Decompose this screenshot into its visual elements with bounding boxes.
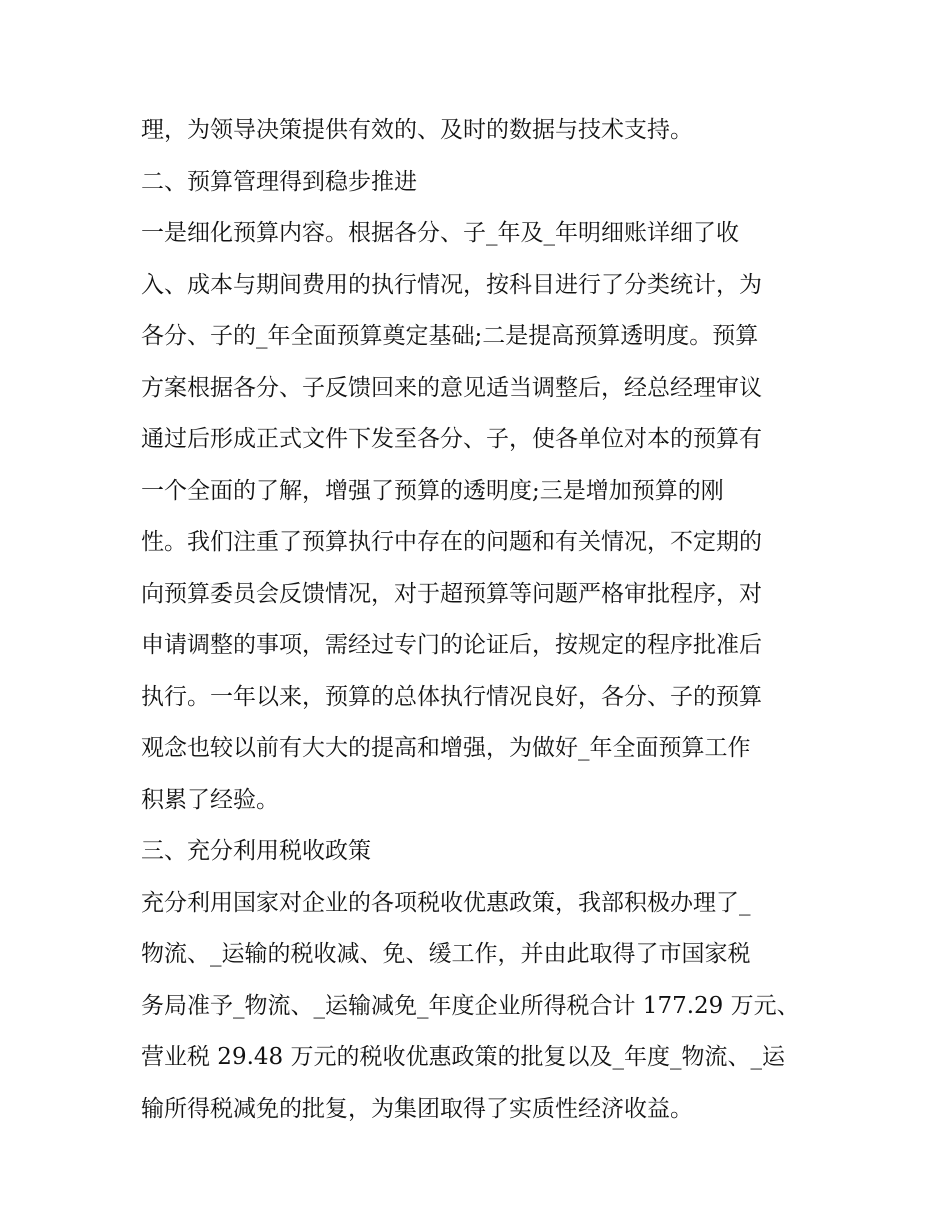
text-line: 一是细化预算内容。根据各分、子_年及_年明细账详细了收 — [141, 220, 739, 246]
section-heading: 二、预算管理得到稳步推进 — [141, 168, 417, 195]
section-heading: 三、充分利用税收政策 — [141, 838, 371, 864]
text-line: 观念也较以前有大大的提高和增强，为做好_年全面预算工作 — [141, 735, 751, 761]
text-line: 向预算委员会反馈情况，对于超预算等问题严格审批程序，对 — [141, 580, 762, 607]
text-line: 方案根据各分、子反馈回来的意见适当调整后，经总经理审议 — [141, 374, 762, 401]
text-line: 执行。一年以来，预算的总体执行情况良好，各分、子的预算 — [141, 683, 762, 710]
text-line: 入、成本与期间费用的执行情况，按科目进行了分类统计，为 — [141, 271, 762, 298]
text-line: 积累了经验。 — [141, 786, 279, 813]
text-line: 理，为领导决策提供有效的、及时的数据与技术支持。 — [141, 117, 693, 143]
text-line: 务局准予_物流、_运输减免_年度企业所得税合计 177.29 万元、 — [141, 992, 800, 1019]
text-line: 输所得税减免的批复，为集团取得了实质性经济收益。 — [141, 1095, 693, 1122]
text-line: 性。我们注重了预算执行中存在的问题和有关情况，不定期的 — [141, 529, 762, 555]
text-line: 各分、子的_年全面预算奠定基础;二是提高预算透明度。预算 — [141, 323, 759, 349]
text-line: 一个全面的了解，增强了预算的透明度;三是增加预算的刚 — [141, 477, 724, 504]
text-line: 营业税 29.48 万元的税收优惠政策的批复以及_年度_物流、_运 — [141, 1044, 785, 1070]
text-line: 充分利用国家对企业的各项税收优惠政策，我部积极办理了_ — [141, 889, 751, 916]
text-line: 物流、_运输的税收减、免、缓工作，并由此取得了市国家税 — [141, 941, 751, 967]
document-body — [141, 105, 821, 1135]
text-line: 申请调整的事项，需经过专门的论证后，按规定的程序批准后 — [141, 632, 762, 658]
text-line: 通过后形成正式文件下发至各分、子，使各单位对本的预算有 — [141, 426, 762, 452]
